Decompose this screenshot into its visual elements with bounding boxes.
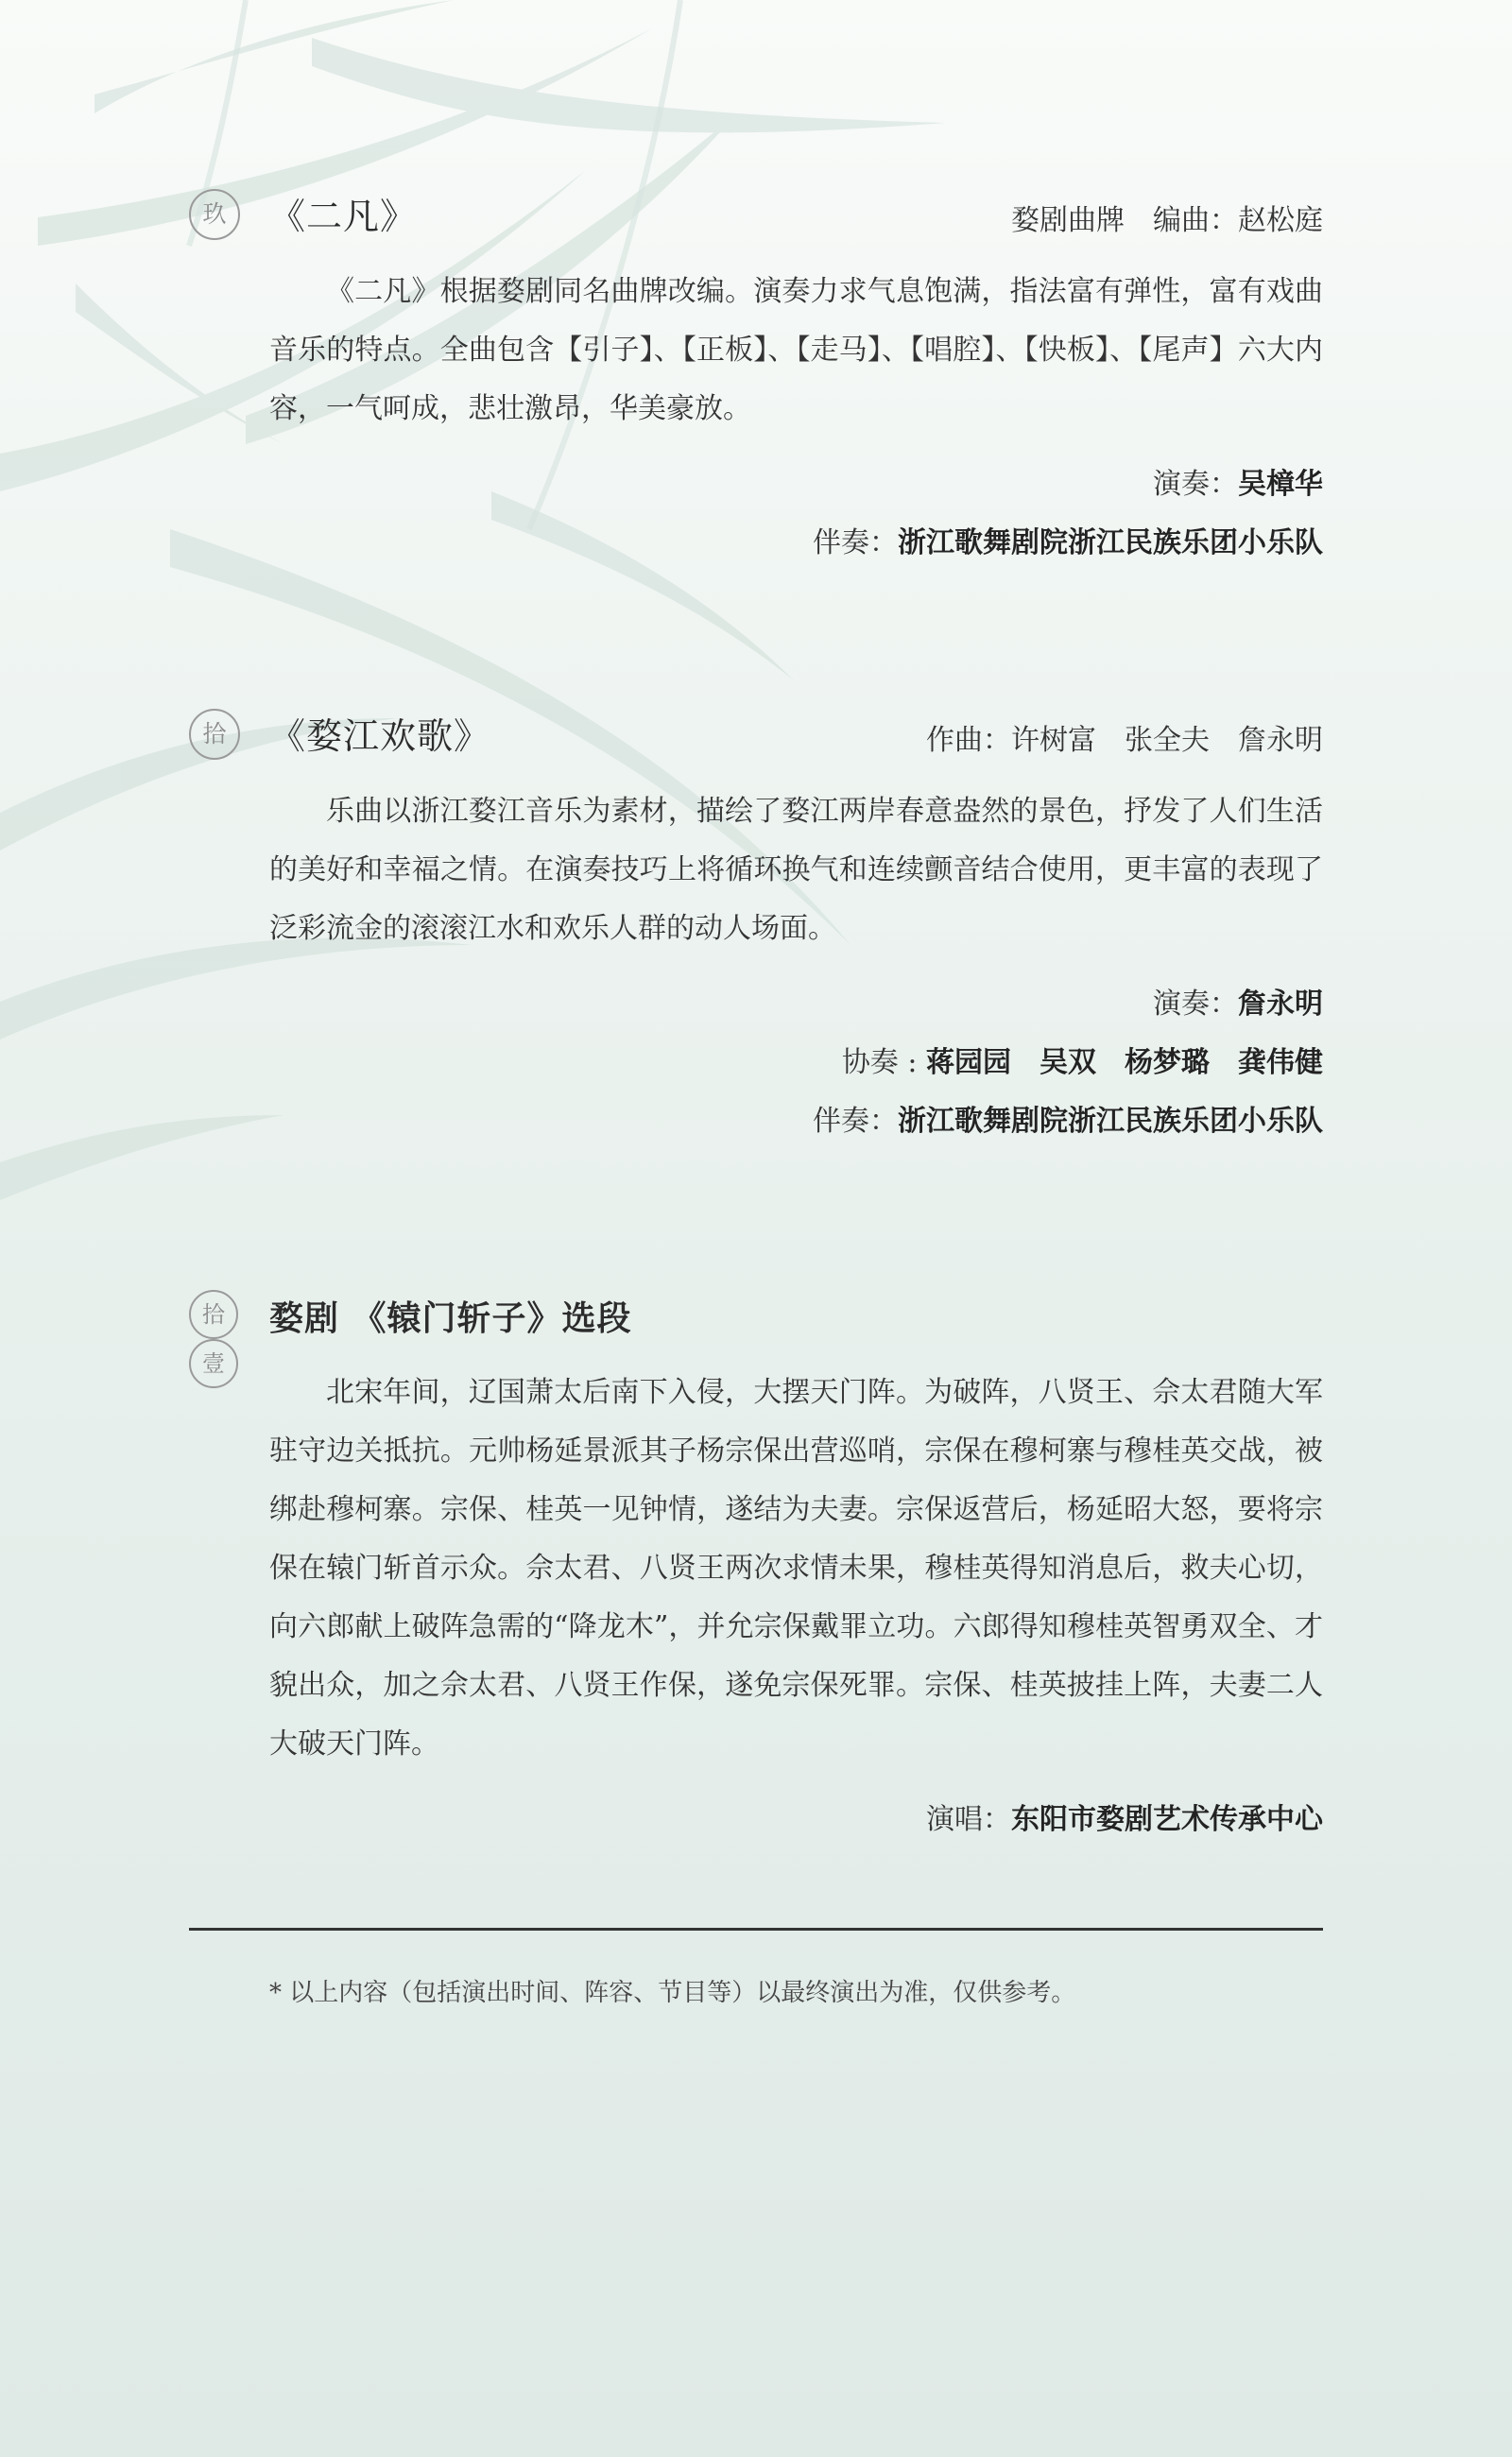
program-item-10 [189,699,1323,1151]
program-description: 乐曲以浙江婺江音乐为素材，描绘了婺江两岸春意盎然的景色，抒发了人们生活的美好和幸福之情。在演奏技巧上将循环换气和连续颤音结合使用，更丰富的表现了泛彩流金的滚滚江水和欢乐人群的动人场面。 [269,795,1323,945]
number-seal-icon: 壹 [189,1339,238,1388]
number-seal-icon: 玖 [189,189,240,240]
credit-line [189,1791,1323,1849]
performer-credits [189,1791,1323,1849]
program-item-9 [189,180,1323,573]
credit-name: 东阳市婺剧艺术传承中心 [1011,1803,1323,1836]
credit-line [189,455,1323,514]
footnote-disclaimer: * 以上内容（包括演出时间、阵容、节目等）以最终演出为准，仅供参考。 [269,1979,1076,2007]
credit-line [189,975,1323,1034]
program-item-11 [189,1280,1323,1849]
credit-line [189,1092,1323,1151]
number-seal-icon: 拾 [189,709,240,760]
program-item-header [189,1280,1323,1377]
credit-name: 浙江歌舞剧院浙江民族乐团小乐队 [898,526,1323,559]
program-title: 《婺江欢歌》 [269,715,491,757]
program-item-header [189,699,1323,765]
program-title: 婺剧 《辕门斩子》选段 [269,1299,632,1338]
program-description: 《二凡》根据婺剧同名曲牌改编。演奏力求气息饱满，指法富有弹性，富有戏曲音乐的特点。全曲包含【引子】、【正板】、【走马】、【唱腔】、【快板】、【尾声】六大内容，一气呵成，悲壮激昂，华美豪放。 [269,275,1323,425]
footer-divider [189,1928,1323,1931]
performer-credits [189,455,1323,573]
credit-label: 演唱： [926,1803,1011,1836]
program-item-header [189,180,1323,246]
credit-name: 詹永明 [1238,988,1323,1021]
credit-label: 演奏： [1153,988,1238,1021]
credit-label: 协奏 : [841,1046,926,1079]
credit-name: 蒋园园 吴双 杨梦璐 龚伟健 [926,1046,1323,1079]
credit-label: 演奏： [1153,468,1238,501]
composer-credit: 作曲：许树富 张全夫 詹永明 [926,724,1323,757]
credit-label: 伴奏： [813,1105,898,1138]
credit-line [189,514,1323,573]
number-seal-icon: 拾 [189,1290,238,1339]
credit-line [189,1034,1323,1092]
credit-name: 浙江歌舞剧院浙江民族乐团小乐队 [898,1105,1323,1138]
program-description: 北宋年间，辽国萧太后南下入侵，大摆天门阵。为破阵，八贤王、佘太君随大军驻守边关抵抗。元帅杨延景派其子杨宗保出营巡哨，宗保在穆柯寨与穆桂英交战，被绑赴穆柯寨。宗保、桂英一见钟情，遂结为夫妻。宗保返营后，杨延昭大怒，要将宗保在辕门斩首示众。佘太君、八贤王两次求情未果，穆桂英得知消息后，救夫心切，向六郎献上破阵急需的“降龙木”，并允宗保戴罪立功。六郎得知穆桂英智勇双全、才貌出众，加之佘太君、八贤王作保，遂免宗保死罪。宗保、桂英披挂上阵，夫妻二人大破天门阵。 [269,1376,1323,1761]
performer-credits [189,975,1323,1151]
credit-name: 吴樟华 [1238,468,1323,501]
credit-label: 伴奏： [813,526,898,559]
program-title: 《二凡》 [269,196,418,237]
composer-credit: 婺剧曲牌 编曲：赵松庭 [1011,204,1323,237]
